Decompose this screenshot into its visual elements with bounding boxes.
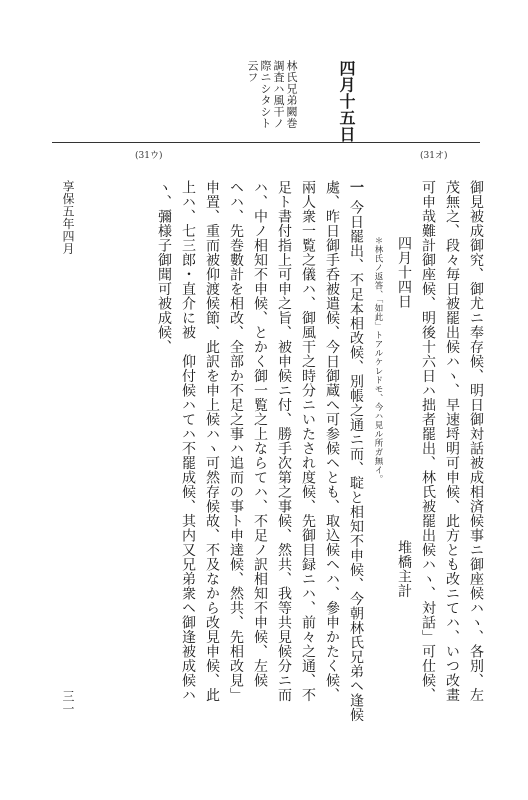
text-column: ハ、中ノ相知不申候、とかく御一覧之上ならてハ、不足ノ訳相知不申候、左候 [252, 180, 268, 688]
date-line: 四月十四日 [396, 236, 412, 309]
side-label: 享保五年四月 [61, 180, 75, 255]
editor-note: ＊林氏ノ返答、「如此」トアルケレドモ、今ハ見ル所ガ無イ。 [373, 236, 383, 484]
date-heading: 四月十五日 [337, 60, 356, 143]
text-column: 申置、重而被仰渡候節、此訳を申上候ハヽ可然存候故、不及なから改見申候、此 [204, 180, 220, 702]
folio-right: (31オ) [420, 151, 448, 161]
text-column: 可申哉難計御座候、明後十六日ハ拙者罷出、林氏被罷出候ハヽ、対話」可仕候、 [420, 180, 436, 702]
text-column: ヘハ、先巻數計を相改、全部か不足之事ハ追而の事ト申達候、然共、先相改見」 [228, 180, 244, 702]
signature: 堆橋主計 [396, 540, 412, 598]
margin-note-line: 際ニシタシト [259, 60, 272, 129]
text-column: 今日罷出、不足本相改候、別帳之通ニ而、聢と相知不申候、今朝林氏兄弟ヘ逢候 [348, 200, 364, 722]
text-column: 兩人衆一覧之儀ハ、御風干之時分ニいたされ度候、先御目録ニハ、前々之通、不 [300, 180, 316, 702]
margin-note-line: 調査ハ風干ノ [272, 60, 285, 129]
text-column: 御見被成御究、御尤ニ奉存候、明日御対話被成相済候事ニ御座候ハヽ、各別、左 [468, 180, 484, 702]
folio-left: (31ウ) [135, 151, 163, 161]
item-bullet: 一 [348, 180, 364, 195]
text-column: 處、昨日御手呑被遣候、今日御蔵へ可参候ヘとも、取込候ヘハ、參申かたく候、 [324, 180, 340, 702]
margin-note-line: 林氏兄弟闕巻 [285, 60, 298, 129]
page-number: 三一 [61, 690, 75, 715]
margin-note-line: 云フ [246, 60, 259, 83]
text-column: ヽ、彌様子御聞可被成候、 [156, 180, 172, 354]
header-rule [52, 142, 480, 143]
text-column: 足ト書付指上可申之旨、被申候ニ付、勝手次第之事候、然共、我等共見候分ニ而 [276, 180, 292, 702]
text-column: 茂無之、段々毎日被罷出候ハヽ、早速埒明可申候、此方とも改ニてハ、いつ改畫 [444, 180, 460, 702]
text-column: 上ハ、七三郎・直介に被 仰付候ハてハ不罷成候、其内又兄弟衆ヘ御逢被成候ハ [180, 180, 196, 702]
